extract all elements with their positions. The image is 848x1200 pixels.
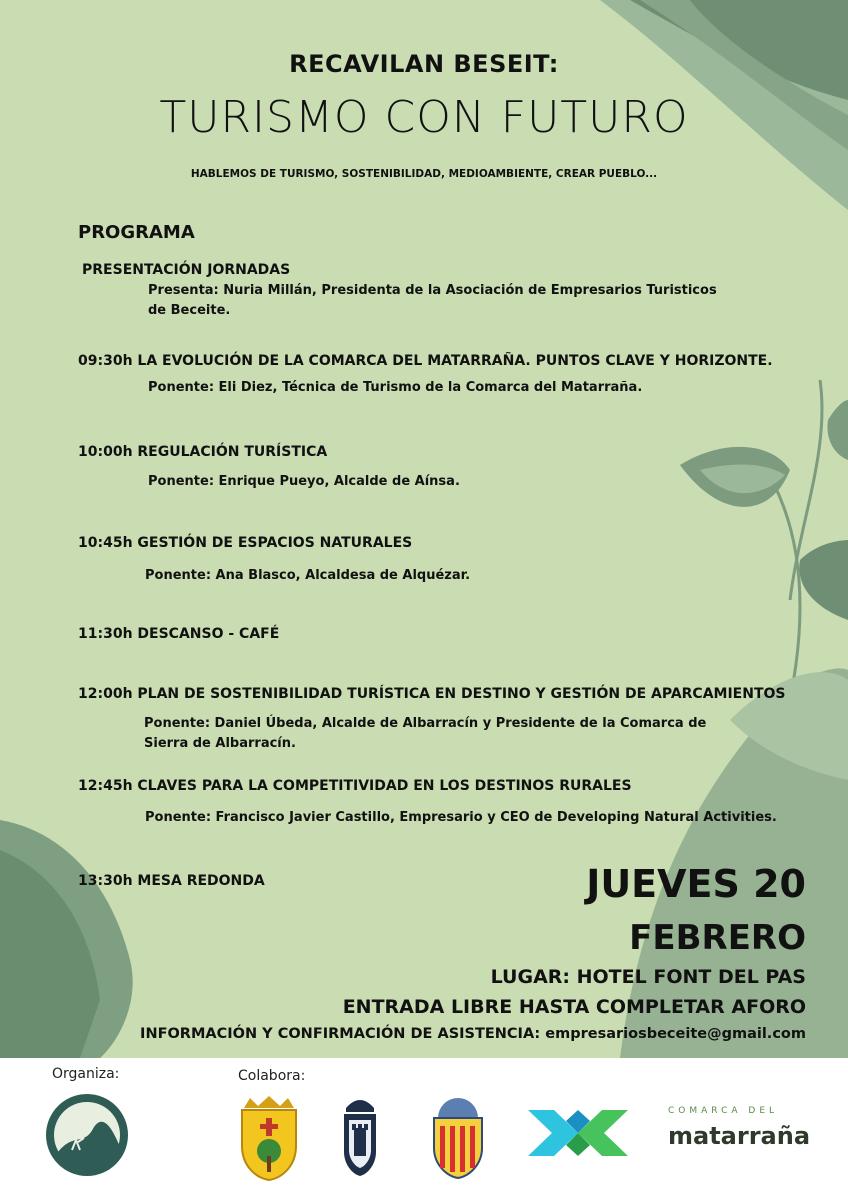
program-item-speaker: Ponente: Daniel Úbeda, Alcalde de Albarracín y Presidente de la Comarca de Sierra de Albarracín. <box>144 716 707 751</box>
program-item-title: 10:45h GESTIÓN DE ESPACIOS NATURALES <box>78 535 413 551</box>
aragon-x-logo <box>524 1106 632 1160</box>
event-month: FEBRERO <box>629 918 806 958</box>
beceite-coat-of-arms <box>236 1096 302 1182</box>
program-item-title: 10:00h REGULACIÓN TURÍSTICA <box>78 444 328 460</box>
program-item-speaker: Ponente: Ana Blasco, Alcaldesa de Alquézar. <box>145 568 471 583</box>
comarca-matarrana-logo <box>668 1106 811 1150</box>
program-item-speaker: Ponente: Francisco Javier Castillo, Empresario y CEO de Developing Natural Activities. <box>145 810 777 825</box>
teruel-coat-of-arms <box>340 1092 380 1178</box>
event-place: LUGAR: HOTEL FONT DEL PAS <box>490 966 806 988</box>
program-item-speaker: Presenta: Nuria Millán, Presidenta de la Asociación de Empresarios Turisticos de Beceite. <box>148 283 717 318</box>
program-item-title: 13:30h MESA REDONDA <box>78 873 265 889</box>
comarca-small-text: COMARCA DEL <box>668 1106 779 1116</box>
event-headline: TURISMO CON FUTURO <box>159 92 689 143</box>
programa-heading: PROGRAMA <box>78 222 195 243</box>
event-entry: ENTRADA LIBRE HASTA COMPLETAR AFORO <box>342 996 806 1018</box>
colabora-label: Colabora: <box>238 1068 306 1084</box>
program-item-speaker: Ponente: Enrique Pueyo, Alcalde de Aínsa. <box>148 474 460 489</box>
program-item-title: 11:30h DESCANSO - CAFÉ <box>78 626 280 642</box>
asociacion-empresarios-logo <box>44 1092 130 1178</box>
program-item-title: PRESENTACIÓN JORNADAS <box>82 262 291 278</box>
program-item-title: 12:45h CLAVES PARA LA COMPETITIVIDAD EN LOS DESTINOS RURALES <box>78 778 632 794</box>
event-day: JUEVES 20 <box>586 862 806 906</box>
comarca-big-text: matarraña <box>668 1122 811 1150</box>
event-subtitle: HABLEMOS DE TURISMO, SOSTENIBILIDAD, MEDIOAMBIENTE, CREAR PUEBLO... <box>190 168 658 180</box>
sponsor-footer <box>0 1058 848 1200</box>
valderrobres-coat-of-arms <box>426 1096 490 1180</box>
program-item-speaker: Ponente: Eli Diez, Técnica de Turismo de la Comarca del Matarraña. <box>148 380 643 395</box>
event-info: INFORMACIÓN Y CONFIRMACIÓN DE ASISTENCIA: empresariosbeceite@gmail.com <box>140 1026 806 1042</box>
event-title: RECAVILAN BESEIT: <box>289 50 559 78</box>
program-item-title: 12:00h PLAN DE SOSTENIBILIDAD TURÍSTICA EN DESTINO Y GESTIÓN DE APARCAMIENTOS <box>78 686 786 702</box>
organiza-label: Organiza: <box>52 1066 120 1082</box>
program-item-title: 09:30h LA EVOLUCIÓN DE LA COMARCA DEL MATARRAÑA. PUNTOS CLAVE Y HORIZONTE. <box>78 353 773 369</box>
